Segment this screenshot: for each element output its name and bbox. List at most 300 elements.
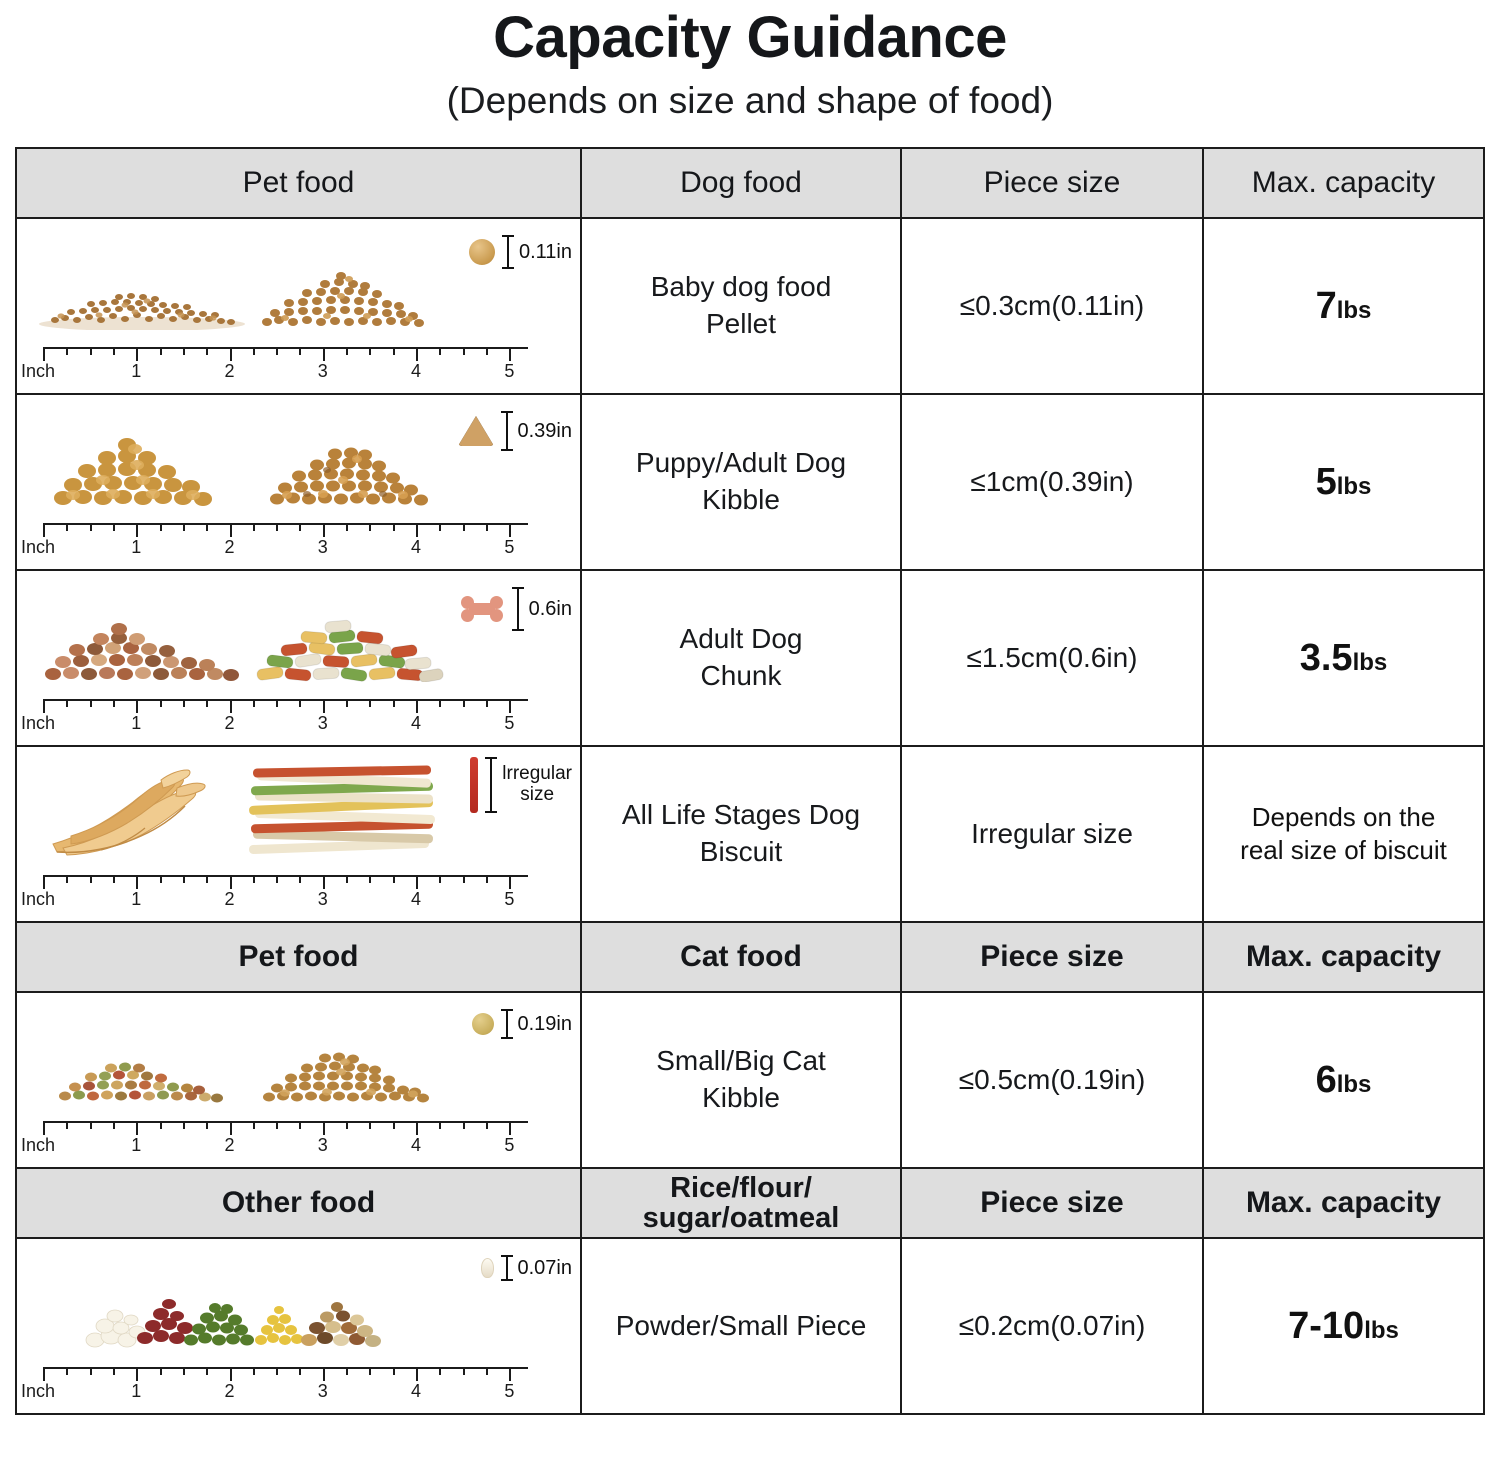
ruler-unit-label: Inch: [21, 537, 56, 558]
page-subtitle: (Depends on size and shape of food): [446, 79, 1054, 121]
ruler-tick-major: [43, 1367, 45, 1381]
layered-sticks-illustration: [245, 762, 445, 858]
ruler-tick-minor: [346, 1367, 348, 1375]
ruler-tick-minor: [206, 1121, 208, 1129]
ruler-tick-label: 5: [504, 1381, 515, 1402]
grain-specimen-icon: [481, 1258, 494, 1278]
ruler-tick-major: [136, 523, 138, 537]
max-capacity-value: [1204, 285, 1483, 328]
ruler-tick-minor: [393, 875, 395, 883]
header-label-dog-food: Dog food: [680, 166, 802, 200]
header-label-max-capacity: Max. capacity: [1251, 166, 1436, 200]
max-capacity-value: [1204, 801, 1483, 869]
header-label-line2: sugar/oatmeal: [642, 1202, 840, 1235]
ruler-tick-minor: [393, 699, 395, 707]
ruler-tick-minor: [299, 1367, 301, 1375]
ruler-tick-major: [416, 1121, 418, 1135]
puppy-adult-dog-kibble-sample: [16, 394, 581, 570]
ruler-tick-major: [43, 1121, 45, 1135]
ruler-tick-major: [323, 699, 325, 713]
capacity-number: 6: [1315, 1058, 1337, 1101]
ruler-tick-major: [136, 347, 138, 361]
header-cell-max-capacity: [1203, 148, 1484, 218]
piece-size-cell: [901, 394, 1203, 570]
header-label-max-capacity: Max. capacity: [1245, 1186, 1442, 1220]
ruler-tick-minor: [66, 1367, 68, 1375]
ruler-tick-major: [230, 699, 232, 713]
header-label-rice-flour: [582, 1173, 900, 1234]
piece-size-cell: [901, 1238, 1203, 1414]
ruler-tick-label: 5: [504, 361, 515, 382]
ruler-tick-major: [136, 1367, 138, 1381]
ruler-tick-minor: [253, 523, 255, 531]
ruler-tick-minor: [346, 523, 348, 531]
ruler: [21, 517, 528, 561]
indicator-label: 0.39in: [517, 420, 572, 443]
ruler-tick-minor: [90, 875, 92, 883]
food-type-cell: [581, 992, 901, 1168]
header-label-piece-size: Piece size: [983, 166, 1121, 200]
powder-small-piece-sample: [16, 1238, 581, 1414]
ruler-tick-major: [416, 347, 418, 361]
adult-dog-chunk-sample: [16, 570, 581, 746]
piece-size-cell: [901, 746, 1203, 922]
ruler-tick-minor: [276, 1121, 278, 1129]
ruler-tick-minor: [253, 1121, 255, 1129]
chunk-pile-right-colorful: [249, 610, 449, 682]
section-header-cat: [16, 922, 1484, 992]
ruler-tick-label: 3: [317, 713, 328, 734]
piece-size-label: ≤0.3cm(0.11in): [959, 289, 1145, 321]
ruler-tick-label: 1: [131, 1135, 142, 1156]
ruler-tick-label: 1: [131, 889, 142, 910]
food-type-cell: [581, 570, 901, 746]
ruler-tick-label: 5: [504, 537, 515, 558]
ruler-tick-minor: [369, 523, 371, 531]
bone-chunk-specimen-icon: [459, 596, 505, 622]
ruler-tick-major: [43, 875, 45, 889]
piece-size-cell: [901, 992, 1203, 1168]
header-label-line1: Rice/flour/: [670, 1171, 812, 1204]
biscuit-stick-specimen-icon: [470, 757, 478, 813]
food-type-cell: [581, 746, 901, 922]
section-header-dog: [16, 148, 1484, 218]
max-capacity-cell: [1203, 570, 1484, 746]
ruler-tick-minor: [160, 523, 162, 531]
food-type-line1: Baby dog food: [650, 271, 832, 303]
ruler-tick-minor: [113, 875, 115, 883]
ruler-tick-minor: [160, 699, 162, 707]
ruler: [21, 1115, 528, 1159]
max-capacity-cell: [1203, 992, 1484, 1168]
ruler-tick-label: 3: [317, 1135, 328, 1156]
ruler-tick-minor: [369, 347, 371, 355]
ruler-tick-minor: [253, 875, 255, 883]
grains-beans-pile: [79, 1276, 399, 1350]
food-type-cell: [581, 394, 901, 570]
ruler: [21, 341, 528, 385]
ruler-tick-minor: [463, 347, 465, 355]
ruler-tick-minor: [393, 523, 395, 531]
header-cell-other-food: [16, 1168, 581, 1238]
ruler: [21, 1361, 528, 1405]
ruler-tick-major: [509, 699, 511, 713]
ruler-tick-minor: [299, 1121, 301, 1129]
food-type-label: [582, 1035, 900, 1125]
capacity-number: 5: [1315, 460, 1337, 503]
ruler-tick-major: [230, 347, 232, 361]
ruler-tick-label: 4: [411, 361, 422, 382]
pellet-specimen-icon: [469, 239, 495, 265]
header-cell-piece-size: [901, 922, 1203, 992]
ruler-tick-minor: [486, 875, 488, 883]
ruler-tick-label: 4: [411, 1135, 422, 1156]
capacity-unit: lbs: [1352, 648, 1388, 676]
ruler-tick-major: [136, 875, 138, 889]
food-type-label: [582, 789, 900, 879]
ruler-tick-minor: [276, 523, 278, 531]
max-capacity-cell: [1203, 1238, 1484, 1414]
ruler-tick-label: 4: [411, 889, 422, 910]
ruler-tick-minor: [113, 523, 115, 531]
ruler-tick-minor: [369, 875, 371, 883]
ruler-tick-minor: [183, 1121, 185, 1129]
measure-bracket-icon: [512, 587, 524, 631]
piece-size-label: Irregular size: [971, 817, 1133, 849]
ruler-tick-major: [230, 523, 232, 537]
food-type-label: Powder/Small Piece: [615, 1309, 867, 1341]
cat-kibble-pile-right: [255, 1042, 445, 1104]
ruler-tick-minor: [276, 347, 278, 355]
ruler-tick-label: 4: [411, 1381, 422, 1402]
measure-bracket-icon: [501, 1009, 513, 1039]
header-label-cat-food: Cat food: [680, 940, 802, 974]
piece-size-indicator: [459, 587, 572, 631]
measure-bracket-icon: [485, 757, 497, 813]
ruler-tick-minor: [393, 1121, 395, 1129]
ruler-tick-label: 5: [504, 1135, 515, 1156]
ruler-tick-minor: [486, 699, 488, 707]
ruler-tick-major: [136, 699, 138, 713]
header-label-piece-size: Piece size: [980, 940, 1124, 974]
ruler-tick-label: 3: [317, 889, 328, 910]
ruler-tick-minor: [66, 699, 68, 707]
max-capacity-cell: [1203, 746, 1484, 922]
ruler-tick-minor: [393, 1367, 395, 1375]
header-cell-cat-food: [581, 922, 901, 992]
food-type-cell: [581, 218, 901, 394]
ruler-tick-minor: [160, 347, 162, 355]
ruler-unit-label: Inch: [21, 889, 56, 910]
indicator-label: [502, 764, 572, 806]
ruler-tick-major: [509, 347, 511, 361]
table-row: [16, 394, 1484, 570]
food-type-cell: [581, 1238, 901, 1414]
piece-size-indicator: [469, 235, 572, 269]
ruler-tick-label: 1: [131, 1381, 142, 1402]
ruler-tick-label: 1: [131, 713, 142, 734]
ruler-tick-minor: [113, 347, 115, 355]
ruler-tick-minor: [486, 1121, 488, 1129]
ruler-unit-label: Inch: [21, 713, 56, 734]
capacity-number: 7-10: [1288, 1304, 1365, 1347]
max-capacity-value: [1204, 1305, 1483, 1348]
indicator-label: 0.07in: [517, 1257, 572, 1280]
indicator-line2: size: [520, 784, 555, 806]
ruler-tick-minor: [276, 1367, 278, 1375]
max-capacity-value: [1204, 461, 1483, 504]
header-label-max-capacity: Max. capacity: [1245, 940, 1442, 974]
table-row: [16, 746, 1484, 922]
capacity-unit: lbs: [1336, 1070, 1372, 1098]
ruler-tick-label: 2: [224, 889, 235, 910]
ruler-tick-minor: [113, 1367, 115, 1375]
ruler-tick-major: [230, 1367, 232, 1381]
ruler-tick-label: 4: [411, 537, 422, 558]
page-title: Capacity Guidance: [493, 5, 1007, 70]
ruler-tick-minor: [206, 875, 208, 883]
ruler-tick-minor: [439, 699, 441, 707]
max-capacity-value: [1204, 1059, 1483, 1102]
ruler-tick-minor: [90, 1121, 92, 1129]
ruler-tick-minor: [486, 523, 488, 531]
header-label-pet-food: Pet food: [242, 166, 355, 200]
ruler-tick-major: [230, 875, 232, 889]
ruler: [21, 869, 528, 913]
header-label-other-food: Other food: [221, 1186, 376, 1220]
ruler-tick-label: 3: [317, 361, 328, 382]
kibble-pile-right: [261, 434, 441, 506]
ruler-tick-minor: [463, 523, 465, 531]
ruler-tick-label: 2: [224, 1381, 235, 1402]
kibble-pile-left: [45, 428, 225, 506]
ruler-tick-minor: [463, 1367, 465, 1375]
ruler-tick-label: 2: [224, 1135, 235, 1156]
ruler-tick-minor: [253, 347, 255, 355]
ruler-tick-minor: [160, 1121, 162, 1129]
table-row: [16, 1238, 1484, 1414]
chunk-pile-left: [37, 612, 247, 682]
ruler-tick-major: [509, 1367, 511, 1381]
header-cell-max-capacity: [1203, 1168, 1484, 1238]
ruler: [21, 693, 528, 737]
ruler-tick-minor: [346, 699, 348, 707]
piece-size-label: ≤0.2cm(0.07in): [958, 1309, 1146, 1341]
ruler-unit-label: Inch: [21, 1381, 56, 1402]
piece-size-cell: [901, 570, 1203, 746]
ruler-tick-minor: [90, 347, 92, 355]
table-row: [16, 570, 1484, 746]
capacity-table: [15, 147, 1485, 1415]
ruler-tick-minor: [346, 875, 348, 883]
indicator-label: 0.11in: [518, 241, 572, 264]
food-type-line1: Puppy/Adult Dog: [635, 447, 847, 479]
table-row: [16, 218, 1484, 394]
ruler-tick-minor: [439, 523, 441, 531]
header-cell-rice-flour: [581, 1168, 901, 1238]
max-capacity-cell: [1203, 394, 1484, 570]
ruler-unit-label: Inch: [21, 1135, 56, 1156]
ruler-tick-minor: [206, 523, 208, 531]
ruler-tick-major: [136, 1121, 138, 1135]
food-type-line2: Kibble: [702, 1082, 780, 1114]
ruler-tick-minor: [439, 347, 441, 355]
ruler-tick-label: 1: [131, 361, 142, 382]
page-header: [0, 0, 1500, 123]
ruler-tick-label: 3: [317, 537, 328, 558]
ruler-tick-minor: [369, 1121, 371, 1129]
header-cell-dog-food: [581, 148, 901, 218]
header-cell-piece-size: [901, 1168, 1203, 1238]
ruler-tick-label: 5: [504, 889, 515, 910]
food-type-line2: Biscuit: [699, 836, 783, 868]
ruler-tick-major: [43, 523, 45, 537]
small-big-cat-kibble-sample: [16, 992, 581, 1168]
ruler-tick-major: [43, 347, 45, 361]
ruler-tick-major: [323, 875, 325, 889]
piece-size-indicator: [458, 411, 573, 451]
ruler-tick-minor: [160, 875, 162, 883]
header-label-piece-size: Piece size: [980, 1186, 1124, 1220]
ruler-tick-minor: [183, 347, 185, 355]
ruler-tick-label: 2: [224, 537, 235, 558]
food-type-line1: Adult Dog: [679, 623, 803, 655]
piece-size-label: ≤1cm(0.39in): [970, 465, 1134, 497]
piece-size-label: ≤0.5cm(0.19in): [958, 1063, 1146, 1095]
header-cell-max-capacity: [1203, 922, 1484, 992]
indicator-label: 0.6in: [528, 598, 572, 621]
ruler-tick-minor: [90, 523, 92, 531]
ruler-tick-major: [509, 1121, 511, 1135]
piece-size-cell: [901, 218, 1203, 394]
cat-kibble-pile-left: [51, 1048, 231, 1104]
measure-bracket-icon: [501, 411, 513, 451]
ruler-tick-major: [416, 1367, 418, 1381]
ruler-tick-minor: [113, 1121, 115, 1129]
ruler-tick-minor: [183, 875, 185, 883]
ruler-tick-major: [416, 875, 418, 889]
pellet-pile-right: [249, 268, 445, 330]
piece-size-label: ≤1.5cm(0.6in): [966, 641, 1138, 673]
ruler-tick-minor: [299, 875, 301, 883]
ruler-tick-label: 2: [224, 361, 235, 382]
header-cell-pet-food: [16, 148, 581, 218]
ruler-tick-minor: [486, 1367, 488, 1375]
piece-size-indicator: [481, 1255, 573, 1281]
ruler-tick-major: [416, 699, 418, 713]
ruler-tick-minor: [299, 699, 301, 707]
ruler-tick-minor: [369, 699, 371, 707]
food-type-line2: Kibble: [702, 484, 780, 516]
ruler-tick-label: 1: [131, 537, 142, 558]
ruler-tick-minor: [183, 1367, 185, 1375]
ruler-tick-minor: [253, 1367, 255, 1375]
ruler-tick-minor: [206, 699, 208, 707]
ruler-tick-minor: [90, 1367, 92, 1375]
header-cell-pet-food: [16, 922, 581, 992]
ruler-tick-minor: [439, 1367, 441, 1375]
ruler-tick-minor: [299, 523, 301, 531]
piece-size-indicator: [470, 757, 572, 813]
ruler-tick-minor: [346, 347, 348, 355]
ruler-tick-major: [323, 523, 325, 537]
ruler-tick-major: [323, 1367, 325, 1381]
ruler-tick-minor: [66, 523, 68, 531]
kibble-specimen-icon: [458, 416, 494, 446]
ruler-tick-minor: [299, 347, 301, 355]
header-label-pet-food: Pet food: [238, 940, 359, 974]
ruler-tick-minor: [66, 1121, 68, 1129]
ruler-tick-minor: [276, 875, 278, 883]
measure-bracket-icon: [502, 235, 514, 269]
ruler-unit-label: Inch: [21, 361, 56, 382]
header-cell-piece-size: [901, 148, 1203, 218]
ruler-tick-major: [416, 523, 418, 537]
ruler-tick-minor: [90, 699, 92, 707]
ruler-tick-minor: [206, 1367, 208, 1375]
capacity-unit: lbs: [1336, 296, 1372, 324]
cat-kibble-specimen-icon: [472, 1013, 494, 1035]
food-type-label: [582, 437, 900, 527]
dried-chicken-strips-illustration: [41, 758, 231, 862]
ruler-tick-label: 2: [224, 713, 235, 734]
indicator-label: 0.19in: [517, 1013, 572, 1036]
ruler-tick-minor: [276, 699, 278, 707]
ruler-tick-minor: [393, 347, 395, 355]
ruler-tick-minor: [463, 1121, 465, 1129]
ruler-tick-major: [43, 699, 45, 713]
indicator-line1: lrregular: [502, 763, 572, 785]
measure-bracket-icon: [501, 1255, 513, 1281]
all-life-stages-dog-biscuit-sample: [16, 746, 581, 922]
ruler-tick-minor: [439, 875, 441, 883]
ruler-tick-minor: [183, 699, 185, 707]
ruler-tick-minor: [486, 347, 488, 355]
ruler-tick-minor: [113, 699, 115, 707]
baby-dog-food-pellet-sample: [16, 218, 581, 394]
ruler-tick-minor: [369, 1367, 371, 1375]
capacity-text-line1: Depends on the: [1251, 801, 1436, 832]
ruler-tick-minor: [346, 1121, 348, 1129]
capacity-number: 7: [1315, 284, 1337, 327]
ruler-tick-major: [323, 1121, 325, 1135]
food-type-label: [582, 613, 900, 703]
capacity-unit: lbs: [1364, 1316, 1399, 1344]
max-capacity-cell: [1203, 218, 1484, 394]
capacity-number: 3.5: [1299, 636, 1353, 679]
food-type-line2: Chunk: [700, 660, 782, 692]
ruler-tick-minor: [463, 699, 465, 707]
piece-size-indicator: [472, 1009, 573, 1039]
ruler-tick-minor: [183, 523, 185, 531]
section-header-other: [16, 1168, 1484, 1238]
ruler-tick-major: [509, 875, 511, 889]
ruler-tick-minor: [160, 1367, 162, 1375]
ruler-tick-major: [230, 1121, 232, 1135]
food-type-line1: Small/Big Cat: [656, 1045, 826, 1077]
food-type-label: [582, 261, 900, 351]
ruler-tick-label: 3: [317, 1381, 328, 1402]
ruler-tick-minor: [206, 347, 208, 355]
ruler-tick-minor: [253, 699, 255, 707]
food-type-line1: All Life Stages Dog: [621, 799, 861, 831]
ruler-tick-label: 4: [411, 713, 422, 734]
ruler-tick-major: [323, 347, 325, 361]
food-type-line2: Pellet: [705, 308, 777, 340]
capacity-unit: lbs: [1336, 472, 1372, 500]
ruler-tick-minor: [439, 1121, 441, 1129]
ruler-tick-minor: [66, 347, 68, 355]
